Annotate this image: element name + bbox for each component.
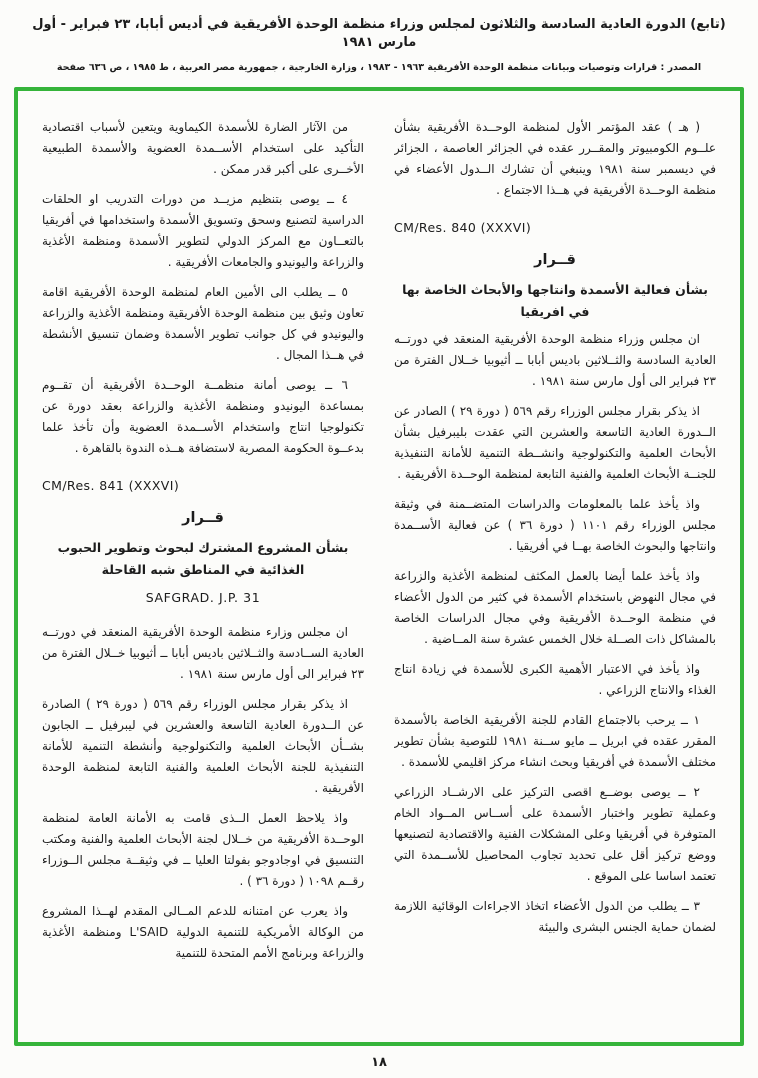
document-title: (تابع) الدورة العادية السادسة والثلاثون لمجلس وزراء منظمة الوحدة الأفريقية في أديس أبابا، ٢٣ فبراير - أول مارس ١٩٨١ <box>32 17 726 50</box>
body-paragraph: واذ يلاحظ العمل الــذى قامت به الأمانة العامة لمنظمة الوحــدة الأفريقية من خــلال لجنة الأبحاث العلمية والفنية ومكتب التنسيق في اوجادوجو بفولتا العليا ــ في وثيقــة مجلس الــوزراء رقــم ١٠٩٨ ( دورة ٣٦ ) . <box>42 811 364 888</box>
resolution-subject: بشأن فعالية الأسمدة وانتاجها والأبحاث الخاصة بها في افريقيا <box>402 282 708 319</box>
content-border-box <box>14 87 744 1046</box>
body-paragraph: ٤ ــ يوصى بتنظيم مزيــد من دورات التدريب او الحلقات الدراسية لتصنيع وسحق وتسويق الأسمدة واستخدامها في أفريقيا بالتعــاون مع المركز الدولي لتطوير الأسمدة ومنظمة الأغذية والزراعة واليونيدو والجامعات الأفريقية . <box>42 192 364 269</box>
body-paragraph: واذ يأخذ في الاعتبار الأهمية الكبرى للأسمدة في زيادة انتاج الغذاء والانتاج الزراعي . <box>394 662 716 697</box>
body-paragraph: ١ ــ يرحب بالاجتماع القادم للجنة الأفريقية الخاصة بالأسمدة المقرر عقده في ابريل ــ مايو ســنة ١٩٨١ للتوصية بشأن تطوير مختلف الأسمدة في أفريقيا وبحث انشاء مركز اقليمي للأسمدة . <box>394 713 716 769</box>
resolution-ref: CM/Res. 841 (XXXVI) <box>42 478 180 493</box>
body-paragraph: ٣ ــ يطلب من الدول الأعضاء اتخاذ الاجراءات الوقائية اللازمة لضمان حماية الجنس البشرى والبيئة <box>394 899 716 934</box>
body-paragraph: واذ يأخذ علما أيضا بالعمل المكثف لمنظمة الأغذية والزراعة في مجال النهوض باستخدام الأسمدة في كثير من الدول الأعضاء في منظمة الوحــدة الأفريقية وفي مجال الدراسات الخاصة بالمشاكل ذات الصــلة خلال الخمس عشرة سنة المــاضية . <box>394 569 716 646</box>
project-code: SAFGRAD. J.P. 31 <box>145 590 261 605</box>
resolution-title: قــرار <box>182 510 224 526</box>
body-paragraph: ان مجلس وزارء منظمة الوحدة الأفريقية المنعقد في دورتــه العادية الســادسة والثــلاثين باديس أبابا ــ أثيوبيا خــلال الفترة من ٢٣ فبراير الى أول مارس سنة ١٩٨١ . <box>42 625 364 681</box>
right-column <box>394 117 716 1032</box>
body-paragraph: ٥ ــ يطلب الى الأمين العام لمنظمة الوحدة الأفريقية اقامة تعاون وثيق بين منظمة الوحدة الأفريقية ومنظمة الأغذية والزراعة واليونيدو في كل جوانب تطوير الأسمدة وضمان تنسيق الأنشطة في هــذا المجال . <box>42 285 364 362</box>
body-paragraph: اذ يذكر بقرار مجلس الوزراء رقم ٥٦٩ ( دورة ٢٩ ) الصادرة عن الــدورة العادية التاسعة والعشرين في ليبرفيل ــ الجابون بشــأن الأبحاث العلمية والتكنولوجية وأنشطة التنمية للأمانة التنفيذية للجنة الأبحاث العلمية والفنية التابعة لمنظمة الوحدة الأفريقية . <box>42 697 364 795</box>
resolution-subject: بشأن المشروع المشترك لبحوث وتطوير الحبوب الغذائية في المناطق شبه القاحلة <box>57 540 349 577</box>
body-paragraph: ٢ ــ يوصى بوضــع اقصى التركيز على الارشــاد الزراعي وعملية تطوير واختبار الأسمدة على أســاس المــواد الخام المتوفرة في أفريقيا وعلى المشكلات الفنية والاقتصادية لتصنيعها ووضع تركيز أقل على تحديد تجاوب المحاصيل للأســمدة التي تعتمد اساسا على الموقع . <box>394 785 716 883</box>
resolution-ref: CM/Res. 840 (XXXVI) <box>394 220 532 235</box>
source-line: المصدر : قرارات وتوصيات وبيانات منظمة الوحدة الأفريقية ١٩٦٣ - ١٩٨٣ ، وزارة الخارجية ، جمهورية مصر العربية ، ط ١٩٨٥ ، ص ٦٣٦ صفحة <box>56 62 702 73</box>
page-number: ١٨ <box>371 1055 387 1070</box>
left-column <box>42 117 364 1032</box>
body-paragraph: ان مجلس وزراء منظمة الوحدة الأفريقية المنعقد في دورتــه العادية السادسة والثــلاثين باديس أبابا ــ أثيوبيا خــلال الفترة من ٢٣ فبراير الى أول مارس سنة ١٩٨١ . <box>394 332 716 388</box>
two-column-layout <box>42 117 716 1032</box>
body-paragraph: ( هـ ) عقد المؤتمر الأول لمنظمة الوحــدة الأفريقية بشأن علــوم الكومبيوتر والمقــرر عقده في الجزائر العاصمة ، الجزائر في ديسمبر سنة ١٩٨١ وينبغي أن تشارك الــدول الأعضاء في منظمة الوحــدة الأفريقية في هــذا الاجتماع . <box>394 120 716 197</box>
body-paragraph: واذ يعرب عن امتنانه للدعم المــالى المقدم لهــذا المشروع من الوكالة الأمريكية للتنمية الدولية L'SAID ومنظمة الأغذية والزراعة وبرنامج الأمم المتحدة للتنمية <box>42 904 364 960</box>
body-paragraph: اذ يذكر بقرار مجلس الوزراء رقم ٥٦٩ ( دورة ٢٩ ) الصادر عن الــدورة العادية التاسعة والعشرين التي عقدت بليبرفيل بشأن الأبحاث العلمية والتكنولوجية وانشــطة التنمية للأمانة التنفيذية للجنــة الأبحاث العلمية والفنية التابعة لمنظمة الوحــدة الأفريقية . <box>394 404 716 481</box>
page-header <box>14 16 744 75</box>
body-paragraph: ٦ ــ يوصى أمانة منظمــة الوحــدة الأفريقية أن تقــوم بمساعدة اليونيدو ومنظمة الأغذية والزراعة بعقد دورة عن تكنولوجيا انتاج واستخدام الأســمدة العضوية وأن تأخذ علما بدعــوة الحكومة المصرية لاستضافة هــذه الندوة بالقاهرة . <box>42 378 364 455</box>
resolution-title: قــرار <box>534 252 576 268</box>
body-paragraph: من الآثار الضارة للأسمدة الكيماوية ويتعين لأسباب اقتصادية التأكيد على استخدام الأســمدة العضوية والأسمدة الطبيعية الأخــرى على أكبر قدر ممكن . <box>42 120 364 176</box>
body-paragraph: واذ يأخذ علما بالمعلومات والدراسات المتضــمنة في وثيقة مجلس الوزراء رقم ١١٠١ ( دورة ٣٦ ) عن فعالية الأســمدة وانتاجها والبحوث الخاصة بهــا في أفريقيا . <box>394 497 716 553</box>
